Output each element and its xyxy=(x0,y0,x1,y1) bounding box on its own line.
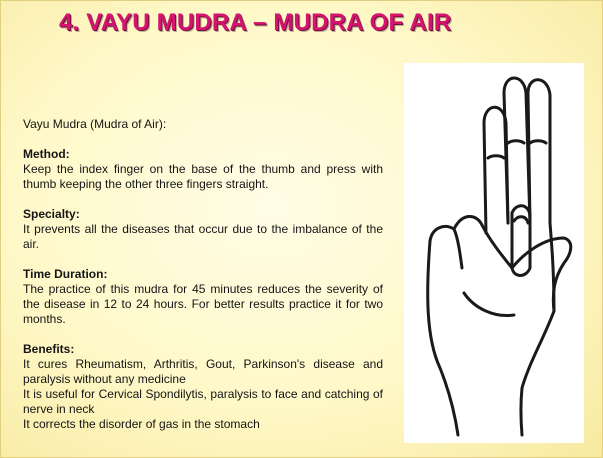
benefits-section xyxy=(23,342,383,432)
time-duration-section xyxy=(23,267,383,327)
time-duration-text: The practice of this mudra for 45 minutes reduces the severity of the disease in 12 to 24 hours. For better results practice it for two months. xyxy=(23,282,383,326)
specialty-heading: Specialty: xyxy=(23,207,80,221)
hand-mudra-illustration xyxy=(404,63,584,443)
intro-line: Vayu Mudra (Mudra of Air): xyxy=(23,117,167,131)
method-heading: Method: xyxy=(23,147,70,161)
specialty-section xyxy=(23,207,383,252)
hand-illustration-icon xyxy=(404,63,584,443)
benefits-heading: Benefits: xyxy=(23,342,75,356)
specialty-text: It prevents all the diseases that occur due to the imbalance of the air. xyxy=(23,222,383,251)
benefit-item: It corrects the disorder of gas in the stomach xyxy=(23,417,260,431)
method-text: Keep the index finger on the base of the thumb and press with thumb keeping the other three fingers straight. xyxy=(23,162,383,191)
page-title: 4. VAYU MUDRA – MUDRA OF AIR xyxy=(59,9,452,36)
time-duration-heading: Time Duration: xyxy=(23,267,108,281)
benefit-item: It is useful for Cervical Spondilytis, paralysis to face and catching of nerve in neck xyxy=(23,387,383,416)
benefit-item: It cures Rheumatism, Arthritis, Gout, Parkinson's disease and paralysis without any medicine xyxy=(23,357,383,386)
content-text xyxy=(23,117,383,447)
method-section xyxy=(23,147,383,192)
